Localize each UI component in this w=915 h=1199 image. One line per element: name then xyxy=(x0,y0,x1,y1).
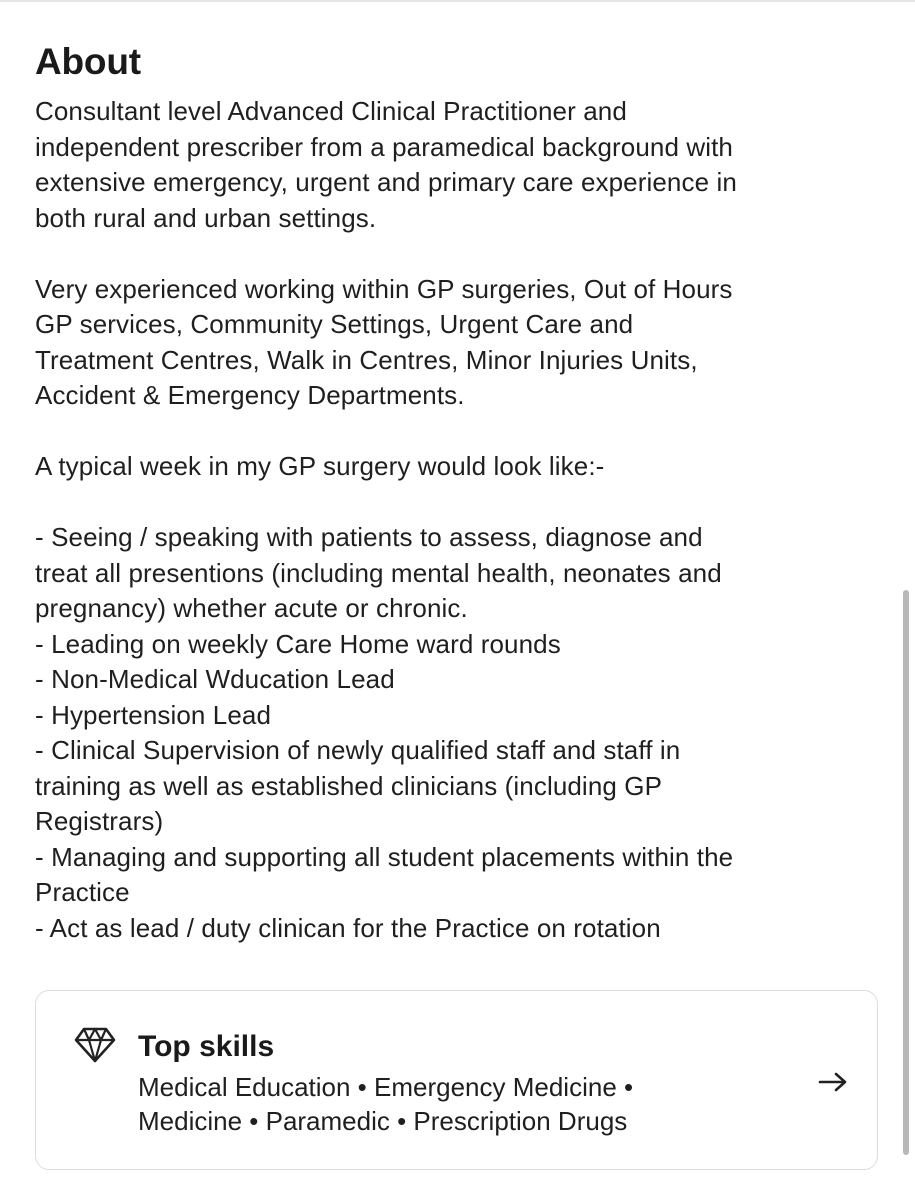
about-description: Consultant level Advanced Clinical Practitioner and independent prescriber from a paramedical background with extensive emergency, urgent and primary care experience in both rural and urban settings. Very experienced working within GP surgeries, Out of Hours GP services, Community Settings, Urgent Care and Treatment Centres, Walk in Centres, Minor Injuries Units, Accident & Emergency Departments. A typical week in my GP surgery would look like:- - Seeing / speaking with patients to assess, diagnose and treat all presentions (including mental health, neonates and pregnancy) whether acute or chronic. - Leading on weekly Care Home ward rounds - Non-Medical Wducation Lead - Hypertension Lead - Clinical Supervision of newly qualified staff and staff in training as well as established clinicians (including GP Registrars) - Managing and supporting all student placements within the Practice - Act as lead / duty clinican for the Practice on rotation xyxy=(35,96,737,943)
top-skills-list-line-2: Medicine • Paramedic • Prescription Drugs xyxy=(138,1106,628,1136)
about-section xyxy=(35,38,885,946)
top-divider xyxy=(0,0,915,2)
about-title: About xyxy=(35,41,141,82)
scrollbar[interactable] xyxy=(903,590,909,1155)
top-skills-list-line-1: Medical Education • Emergency Medicine • xyxy=(138,1072,634,1102)
top-skills-title: Top skills xyxy=(138,1030,275,1063)
arrow-right-icon[interactable] xyxy=(818,1071,848,1093)
diamond-icon xyxy=(74,1027,116,1063)
top-skills-card[interactable] xyxy=(35,990,878,1170)
